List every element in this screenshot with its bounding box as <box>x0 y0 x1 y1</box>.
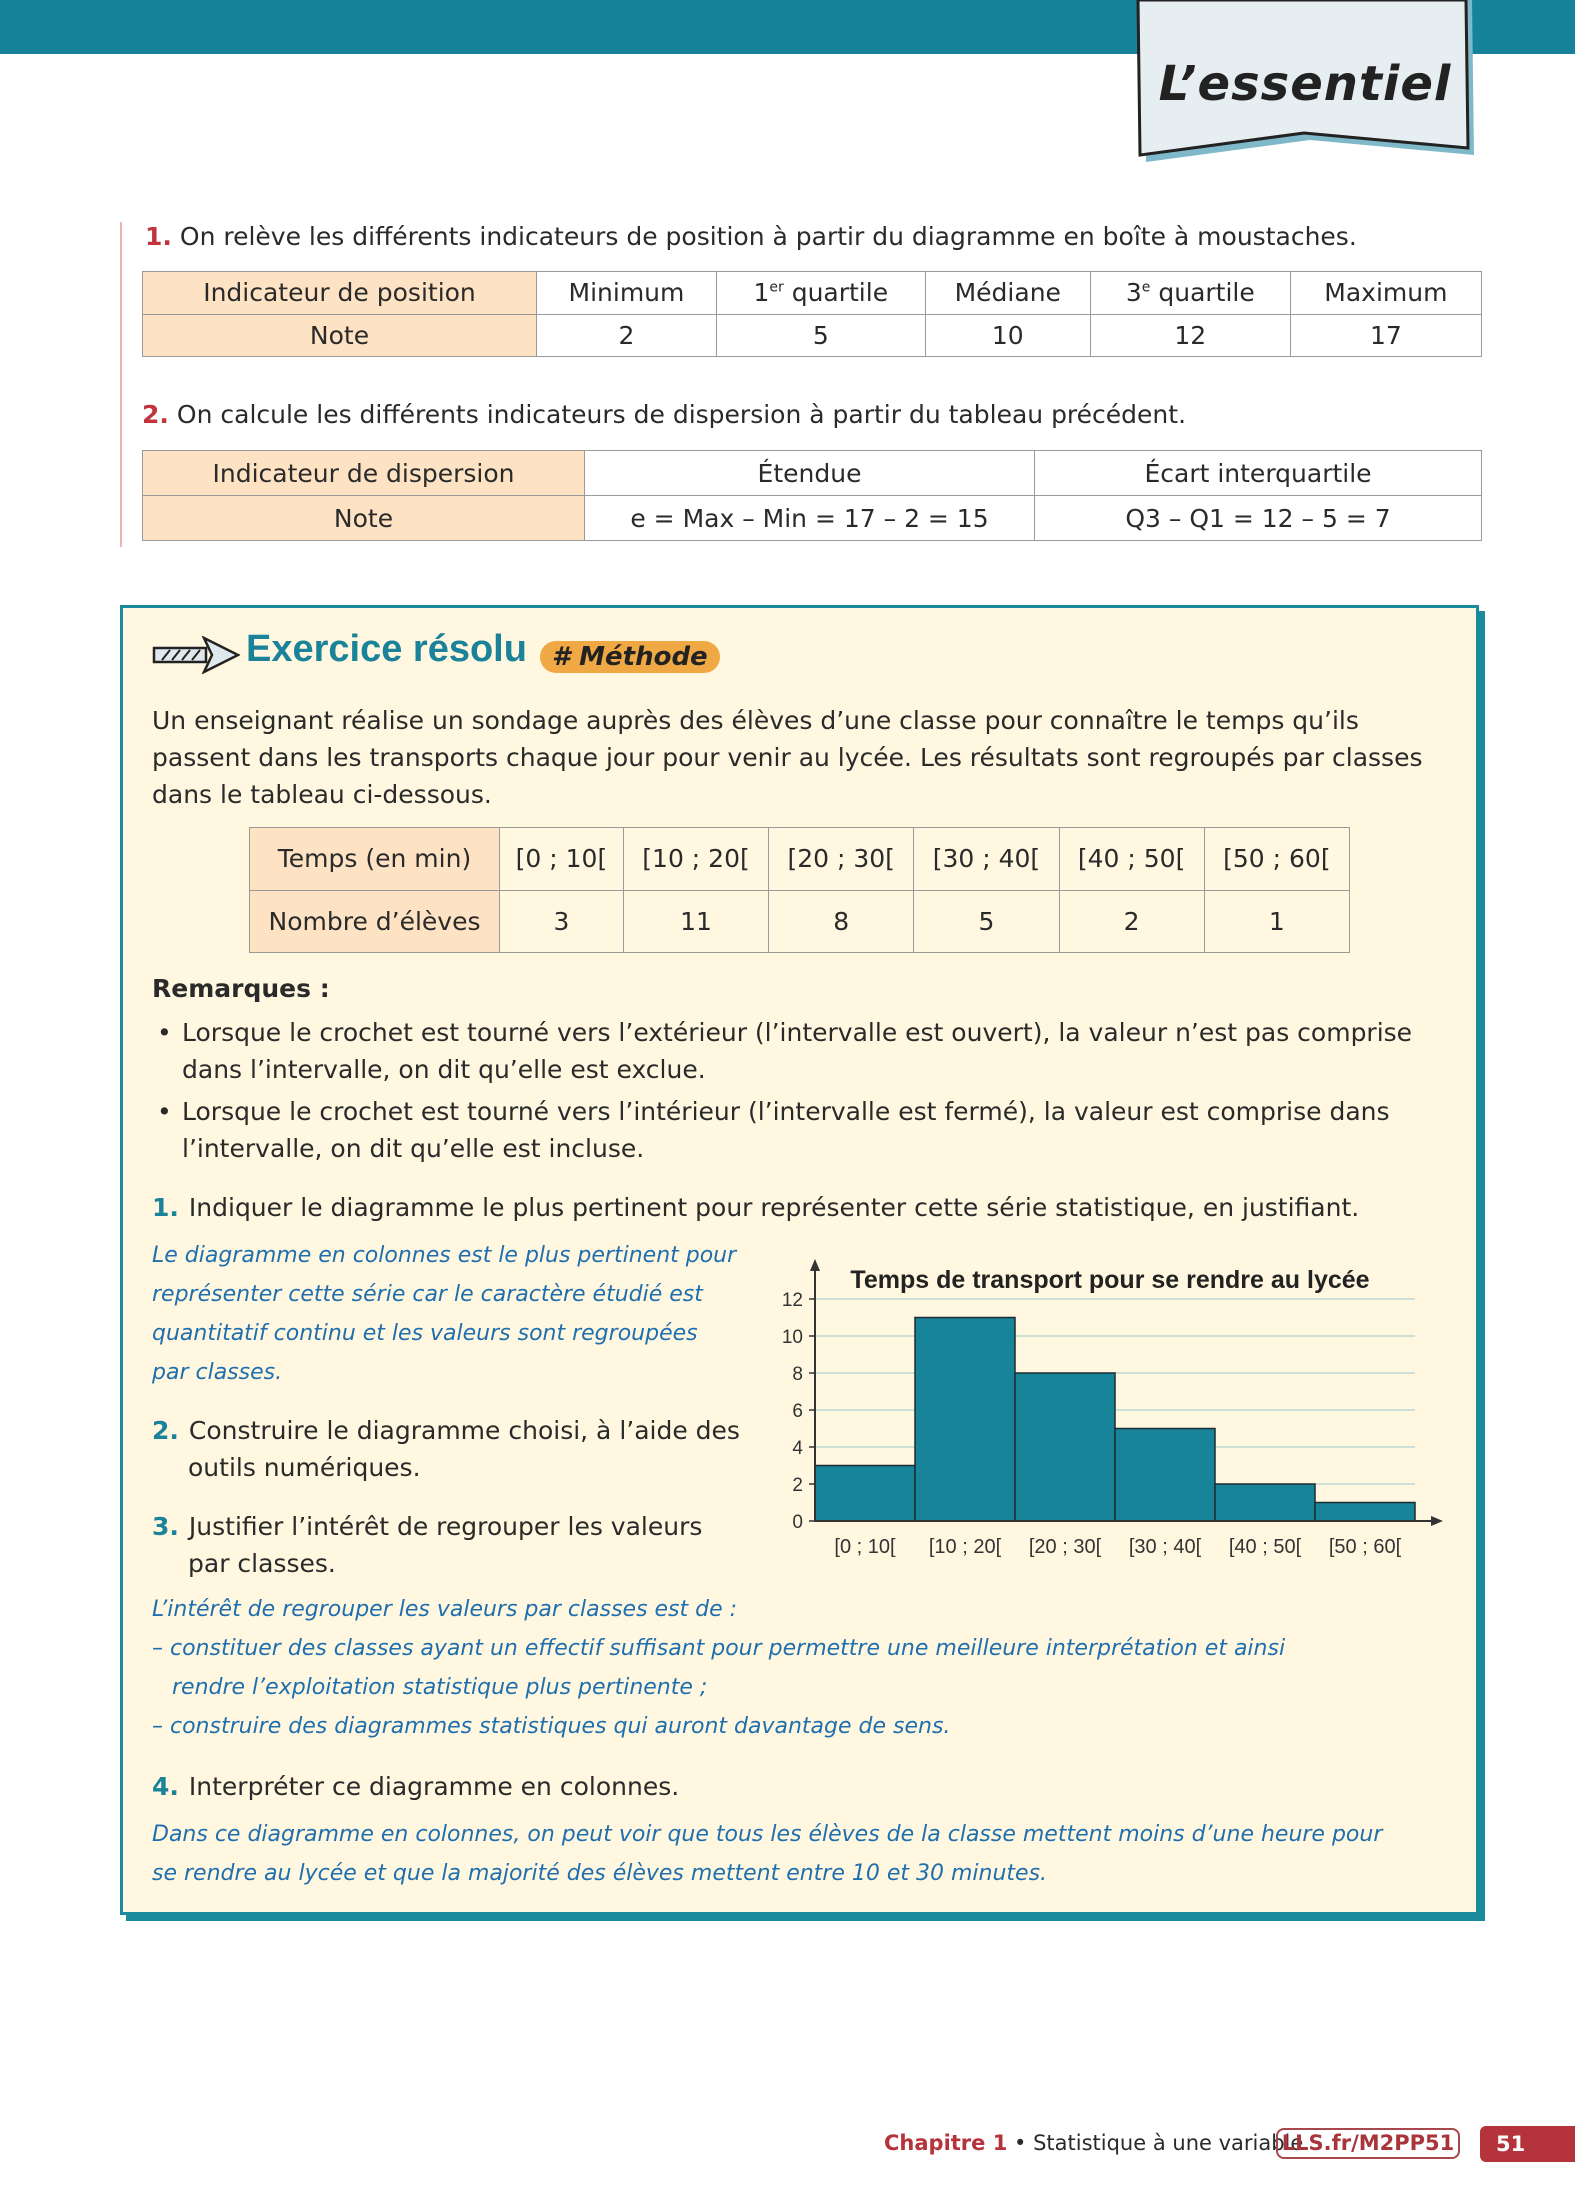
chart-title: Temps de transport pour se rendre au lycée <box>850 1266 1370 1294</box>
table-cell: 2 <box>1059 890 1204 953</box>
table-cell: 1 <box>1204 890 1349 953</box>
y-tick-label: 10 <box>781 1327 803 1348</box>
footer-chapter: Chapitre 1 • Statistique à une variable <box>884 2131 1304 2155</box>
dispersion-table <box>142 450 1482 541</box>
answer-4-line: se rendre au lycée et que la majorité des élèves mettent entre 10 et 30 minutes. <box>152 1861 1048 1886</box>
y-tick-label: 12 <box>781 1290 803 1311</box>
x-tick-label: [10 ; 20[ <box>928 1536 1002 1558</box>
table-header: Temps (en min) <box>250 828 500 891</box>
question-3: 3. Justifier l’intérêt de regrouper les valeurs par classes. <box>152 1512 703 1578</box>
bar <box>1015 1373 1115 1521</box>
footer-link[interactable]: LLS.fr/M2PP51 <box>1276 2128 1460 2159</box>
table-cell: Note <box>143 314 537 357</box>
table-cell: 11 <box>623 890 768 953</box>
table-row <box>250 828 1350 891</box>
table-header: Minimum <box>537 272 717 315</box>
table-header: [40 ; 50[ <box>1059 828 1204 891</box>
x-tick-label: [20 ; 30[ <box>1028 1536 1102 1558</box>
table-row <box>143 451 1482 496</box>
table-header: [50 ; 60[ <box>1204 828 1349 891</box>
arrow-icon <box>152 636 240 674</box>
table-row <box>250 890 1350 953</box>
x-axis-arrow <box>1431 1516 1443 1526</box>
x-tick-label: [40 ; 50[ <box>1228 1536 1302 1558</box>
exercise-intro: Un enseignant réalise un sondage auprès des élèves d’une classe pour connaître le temps qu’ils passent dans les transports chaque jour pour venir au lycée. Les résultats sont regroupés par classes dans le tableau ci-dessous. <box>152 706 1423 809</box>
position-table <box>142 271 1482 357</box>
section2-text: 2. On calcule les différents indicateurs de dispersion à partir du tableau précédent. <box>142 400 1187 429</box>
question-4: 4. Interpréter ce diagramme en colonnes. <box>152 1772 680 1801</box>
table-cell: Note <box>143 496 585 541</box>
transport-table <box>249 827 1350 953</box>
answer-3-line: L’intérêt de regrouper les valeurs par classes est de : <box>152 1597 738 1622</box>
table-cell: 8 <box>769 890 914 953</box>
table-header: Écart interquartile <box>1035 451 1482 496</box>
question-2: 2. Construire le diagramme choisi, à l’aide des outils numériques. <box>152 1416 740 1482</box>
answer-4-line: Dans ce diagramme en colonnes, on peut voir que tous les élèves de la classe mettent moins d’une heure pour <box>152 1822 1383 1847</box>
table-cell: 2 <box>537 314 717 357</box>
table-header: Étendue <box>585 451 1035 496</box>
y-tick-label: 0 <box>792 1512 803 1533</box>
remarks-title: Remarques : <box>152 974 330 1003</box>
answer-3-line: – construire des diagrammes statistiques qui auront davantage de sens. <box>152 1714 951 1739</box>
y-axis-arrow <box>810 1259 820 1271</box>
answer-1: Le diagramme en colonnes est le plus pertinent pour représenter cette série car le caractère étudié est quantitatif continu et les valeurs sont regroupées par classes. <box>152 1243 737 1385</box>
bar <box>915 1318 1015 1522</box>
section1-text: 1. On relève les différents indicateurs de position à partir du diagramme en boîte à moustaches. <box>145 222 1357 251</box>
y-tick-label: 6 <box>792 1401 803 1422</box>
remark-item: • Lorsque le crochet est tourné vers l’intérieur (l’intervalle est fermé), la valeur est comprise dans l’intervalle, on dit qu’elle est incluse. <box>157 1097 1390 1163</box>
section-title: L’essentiel <box>1158 56 1452 112</box>
question-1: 1. Indiquer le diagramme le plus pertinent pour représenter cette série statistique, en justifiant. <box>152 1193 1360 1222</box>
margin-line <box>120 222 122 547</box>
bar <box>1115 1429 1215 1522</box>
table-header: Médiane <box>925 272 1090 315</box>
page-number: 51 <box>1480 2126 1575 2162</box>
table-header: Indicateur de position <box>143 272 537 315</box>
table-cell: 12 <box>1090 314 1290 357</box>
bar <box>1215 1484 1315 1521</box>
table-header: [10 ; 20[ <box>623 828 768 891</box>
method-tag: # Méthode <box>540 641 720 673</box>
table-cell: e = Max – Min = 17 – 2 = 15 <box>585 496 1035 541</box>
y-tick-label: 4 <box>792 1438 803 1459</box>
y-tick-label: 8 <box>792 1364 803 1385</box>
table-cell: Q3 – Q1 = 12 – 5 = 7 <box>1035 496 1482 541</box>
bar <box>1315 1503 1415 1522</box>
table-cell: 10 <box>925 314 1090 357</box>
x-tick-label: [0 ; 10[ <box>834 1536 896 1558</box>
table-cell: Nombre d’élèves <box>250 890 500 953</box>
table-row <box>143 314 1482 357</box>
table-header: [30 ; 40[ <box>914 828 1059 891</box>
table-header: Maximum <box>1290 272 1481 315</box>
table-header: Indicateur de dispersion <box>143 451 585 496</box>
exercise-title: Exercice résolu <box>246 628 527 670</box>
histogram-chart <box>770 1255 1450 1575</box>
table-header: [0 ; 10[ <box>500 828 624 891</box>
table-header: 3e quartile <box>1090 272 1290 315</box>
table-cell: 5 <box>716 314 925 357</box>
x-tick-label: [50 ; 60[ <box>1328 1536 1402 1558</box>
table-cell: 5 <box>914 890 1059 953</box>
x-tick-label: [30 ; 40[ <box>1128 1536 1202 1558</box>
remark-item: • Lorsque le crochet est tourné vers l’extérieur (l’intervalle est ouvert), la valeur n’est pas comprise dans l’intervalle, on dit qu’elle est exclue. <box>157 1018 1413 1084</box>
answer-3-line: – constituer des classes ayant un effectif suffisant pour permettre une meilleure interprétation et ainsi <box>152 1636 1286 1661</box>
table-header: [20 ; 30[ <box>769 828 914 891</box>
table-cell: 17 <box>1290 314 1481 357</box>
table-cell: 3 <box>500 890 624 953</box>
table-row <box>143 272 1482 315</box>
y-tick-label: 2 <box>792 1475 803 1496</box>
answer-3-line: rendre l’exploitation statistique plus pertinente ; <box>172 1675 708 1700</box>
bar <box>815 1466 915 1522</box>
table-row <box>143 496 1482 541</box>
table-header: 1er quartile <box>716 272 925 315</box>
